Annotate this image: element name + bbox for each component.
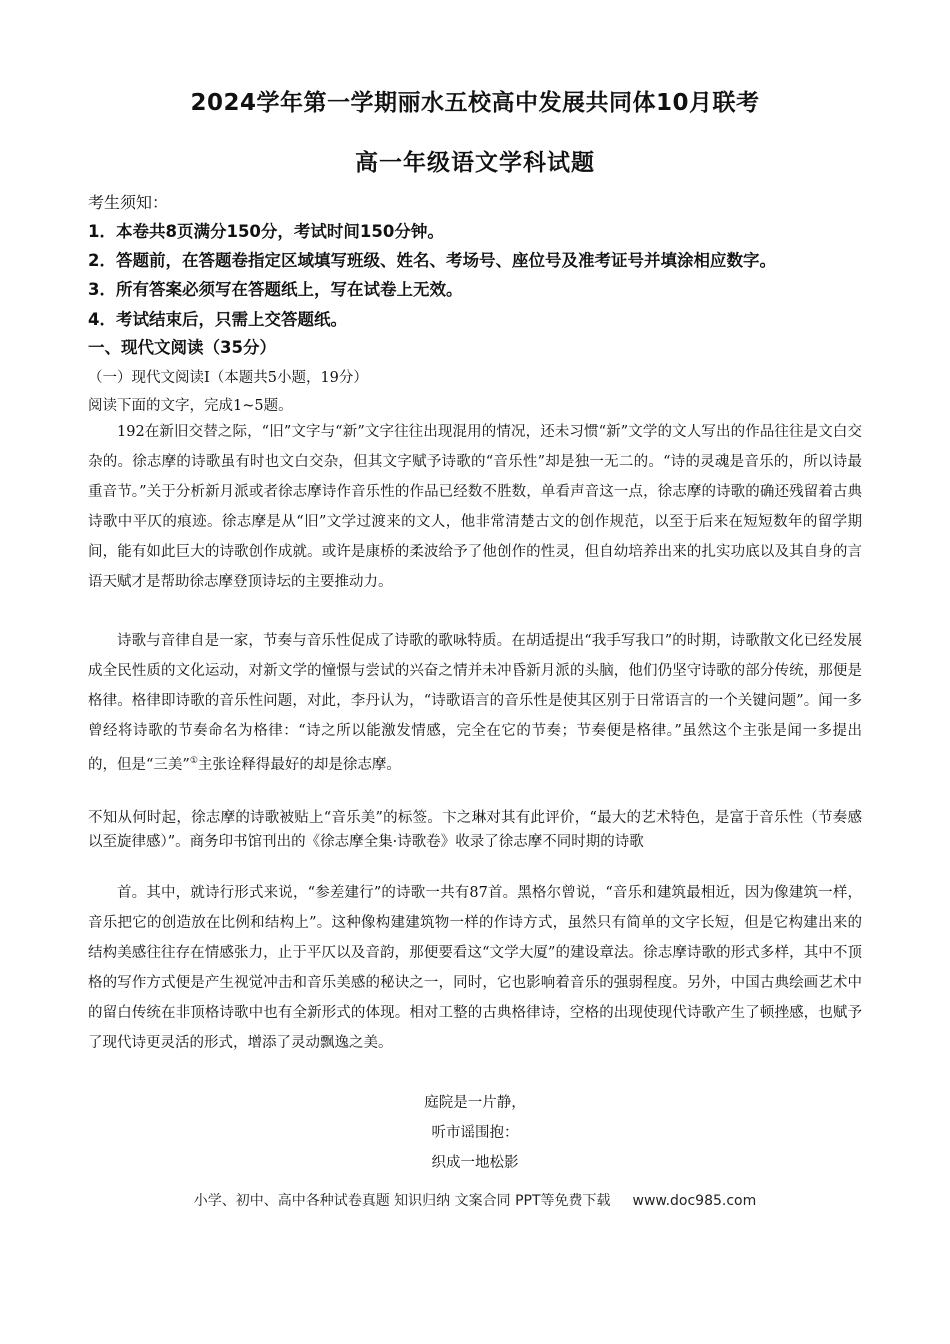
section-heading: 一、现代文阅读（35分） <box>88 338 276 357</box>
poem-line: 织成一地松影 <box>431 1155 519 1171</box>
poem-excerpt <box>0 1088 950 1178</box>
exam-subtitle: 高一年级语文学科试题 <box>355 150 595 176</box>
exam-title: 2024学年第一学期丽水五校高中发展共同体10月联考 <box>190 90 760 116</box>
footer-site-link[interactable]: www.doc985.com <box>632 1193 757 1209</box>
paragraph-4: 首。其中，就诗行形式来说，“参差建行”的诗歌一共有87首。黑格尔曾说，“音乐和建筑最相近，因为像建筑一样，音乐把它的创造放在比例和结构上”。这种像构建建筑物一样的作诗方式，虽然只有简单的文字长短，但是它构建出来的结构美感往往存在情感张力，止于平仄以及音韵，那便要看这“文学大厦”的建设章法。徐志摩诗歌的形式多样，其中不顶格的写作方式便是产生视觉冲击和音乐美感的秘诀之一，同时，它也影响着音乐的强弱程度。另外，中国古典绘画艺术中的留白传统在非顶格诗歌中也有全新形式的体现。相对工整的古典格律诗，空格的出现使现代诗歌产生了顿挫感，也赋予了现代诗更灵活的形式，增添了灵动飘逸之美。 <box>88 885 862 1051</box>
paragraph-3: 不知从何时起，徐志摩的诗歌被贴上“音乐美”的标签。卞之琳对其有此评价，“最大的艺术特色，是富于音乐性（节奏感以至旋律感）”。商务印书馆刊出的《徐志摩全集·诗歌卷》收录了徐志摩不同时期的诗歌 <box>88 810 862 850</box>
page-footer <box>0 1190 950 1210</box>
paragraph-2 <box>88 626 862 780</box>
paragraph-1: 192在新旧交替之际，“旧”文字与“新”文字往往出现混用的情况，还未习惯“新”文学的文人写出的作品往往是文白交杂的。徐志摩的诗歌虽有时也文白交杂，但其文字赋予诗歌的“音乐性”却是独一无二的。“诗的灵魂是音乐的，所以诗最重音节。”关于分析新月派或者徐志摩诗作音乐性的作品已经数不胜数，单看声音这一点，徐志摩的诗歌的确还残留着古典诗歌中平仄的痕迹。徐志摩是从“旧”文学过渡来的文人，他非常清楚古文的创作规范，以至于后来在短短数年的留学期间，能有如此巨大的诗歌创作成就。或许是康桥的柔波给予了他创作的性灵，但自幼培养出来的扎实功底以及其自身的言语天赋才是帮助徐志摩登顶诗坛的主要推动力。 <box>88 424 862 590</box>
notice-item: 4．考试结束后，只需上交答题纸。 <box>88 310 347 329</box>
reading-instruction: 阅读下面的文字，完成1~5题。 <box>88 398 293 414</box>
notice-item: 1．本卷共8页满分150分，考试时间150分钟。 <box>88 222 444 241</box>
subsection-heading: （一）现代文阅读I（本题共5小题，19分） <box>88 370 368 386</box>
poem-line: 庭院是一片静， <box>424 1095 526 1111</box>
notice-item: 2．答题前，在答题卷指定区域填写班级、姓名、考场号、座位号及准考证号并填涂相应数字。 <box>88 251 776 270</box>
notice-heading: 考生须知： <box>88 193 169 212</box>
footnote-marker: ① <box>189 756 198 766</box>
footer-text: 小学、初中、高中各种试卷真题 知识归纳 文案合同 PPT等免费下载 <box>193 1193 611 1209</box>
paragraph-2-text: 诗歌与音律自是一家，节奏与音乐性促成了诗歌的歌咏特质。在胡适提出“我手写我口”的时期，诗歌散文化已经发展成全民性质的文化运动，对新文学的憧憬与尝试的兴奋之情并未冲昏新月派的头脑，他们仍坚守诗歌的部分传统，那便是格律。格律即诗歌的音乐性问题，对此，李丹认为，“诗歌语言的音乐性是使其区别于日常语言的一个关键问题”。闻一多曾经将诗歌的节奏命名为格律：“诗之所以能激发情感，完全在它的节奏；节奏便是格律。”虽然这个主张是闻一多提出的，但是“三美” <box>88 633 862 773</box>
poem-line: 听市谣围抱： <box>431 1125 519 1141</box>
notice-item: 3．所有答案必须写在答题纸上，写在试卷上无效。 <box>88 280 463 299</box>
paragraph-2-text-end: 主张诠释得最好的却是徐志摩。 <box>197 756 401 773</box>
